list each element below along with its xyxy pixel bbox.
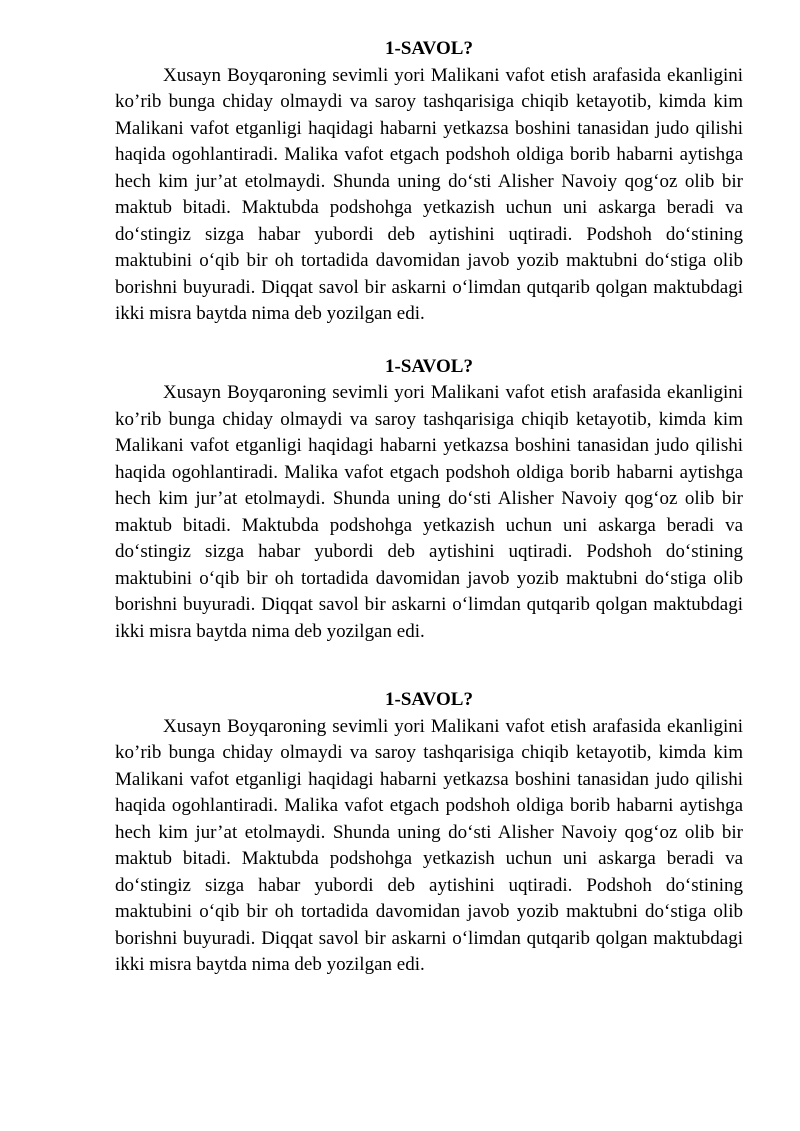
question-title: 1-SAVOL? [385,355,473,377]
question-text: Xusayn Boyqaroning sevimli yori Malikani vafot etish arafasida ekanligini ko’rib bunga chiday olmaydi va saroy tashqarisiga chiqib ketayotib, kimda kim Malikani vafot etganligi haqidagi habarni yetkazsa boshini tanasidan judo qilishi haqida ogohlantiradi. Malika vafot etgach podshoh oldiga borib habarni aytishga hech kim jur’at etolmaydi. Shunda uning do‘sti Alisher Navoiy qog‘oz olib bir maktub bitadi. Maktubda podshohga yetkazish uchun uni askarga beradi va do‘stingiz sizga habar yubordi deb aytishini uqtiradi. Podshoh do‘stining maktubini o‘qib bir oh tortadida davomidan javob yozib maktubni do‘stiga olib borishni buyuradi. Diqqat savol bir askarni o‘limdan qutqarib qolgan maktubdagi ikki misra baytda nima deb yozilgan edi. [115,715,743,975]
question-block-2 [115,354,743,646]
document-page [115,36,743,979]
block-spacer [115,328,743,354]
question-title: 1-SAVOL? [385,38,473,59]
block-spacer [115,645,743,687]
question-block-3 [115,687,743,979]
question-block-1 [115,36,743,328]
question-text: Xusayn Boyqaroning sevimli yori Malikani vafot etish arafasida ekanligini ko’rib bunga chiday olmaydi va saroy tashqarisiga chiqib ketayotib, kimda kim Malikani vafot etganligi haqidagi habarni yetkazsa boshini tanasidan judo qilishi haqida ogohlantiradi. Malika vafot etgach podshoh oldiga borib habarni aytishga hech kim jur’at etolmaydi. Shunda uning do‘sti Alisher Navoiy qog‘oz olib bir maktub bitadi. Maktubda podshohga yetkazish uchun uni askarga beradi va do‘stingiz sizga habar yubordi deb aytishini uqtiradi. Podshoh do‘stining maktubini o‘qib bir oh tortadida davomidan javob yozib maktubni do‘stiga olib borishni buyuradi. Diqqat savol bir askarni o‘limdan qutqarib qolgan maktubdagi ikki misra baytda nima deb yozilgan edi. [115,382,743,642]
question-title: 1-SAVOL? [385,689,473,710]
question-text: Xusayn Boyqaroning sevimli yori Malikani vafot etish arafasida ekanligini ko’rib bunga chiday olmaydi va saroy tashqarisiga chiqib ketayotib, kimda kim Malikani vafot etganligi haqidagi habarni yetkazsa boshini tanasidan judo qilishi haqida ogohlantiradi. Malika vafot etgach podshoh oldiga borib habarni aytishga hech kim jur’at etolmaydi. Shunda uning do‘sti Alisher Navoiy qog‘oz olib bir maktub bitadi. Maktubda podshohga yetkazish uchun uni askarga beradi va do‘stingiz sizga habar yubordi deb aytishini uqtiradi. Podshoh do‘stining maktubini o‘qib bir oh tortadida davomidan javob yozib maktubni do‘stiga olib borishni buyuradi. Diqqat savol bir askarni o‘limdan qutqarib qolgan maktubdagi ikki misra baytda nima deb yozilgan edi. [115,64,743,324]
